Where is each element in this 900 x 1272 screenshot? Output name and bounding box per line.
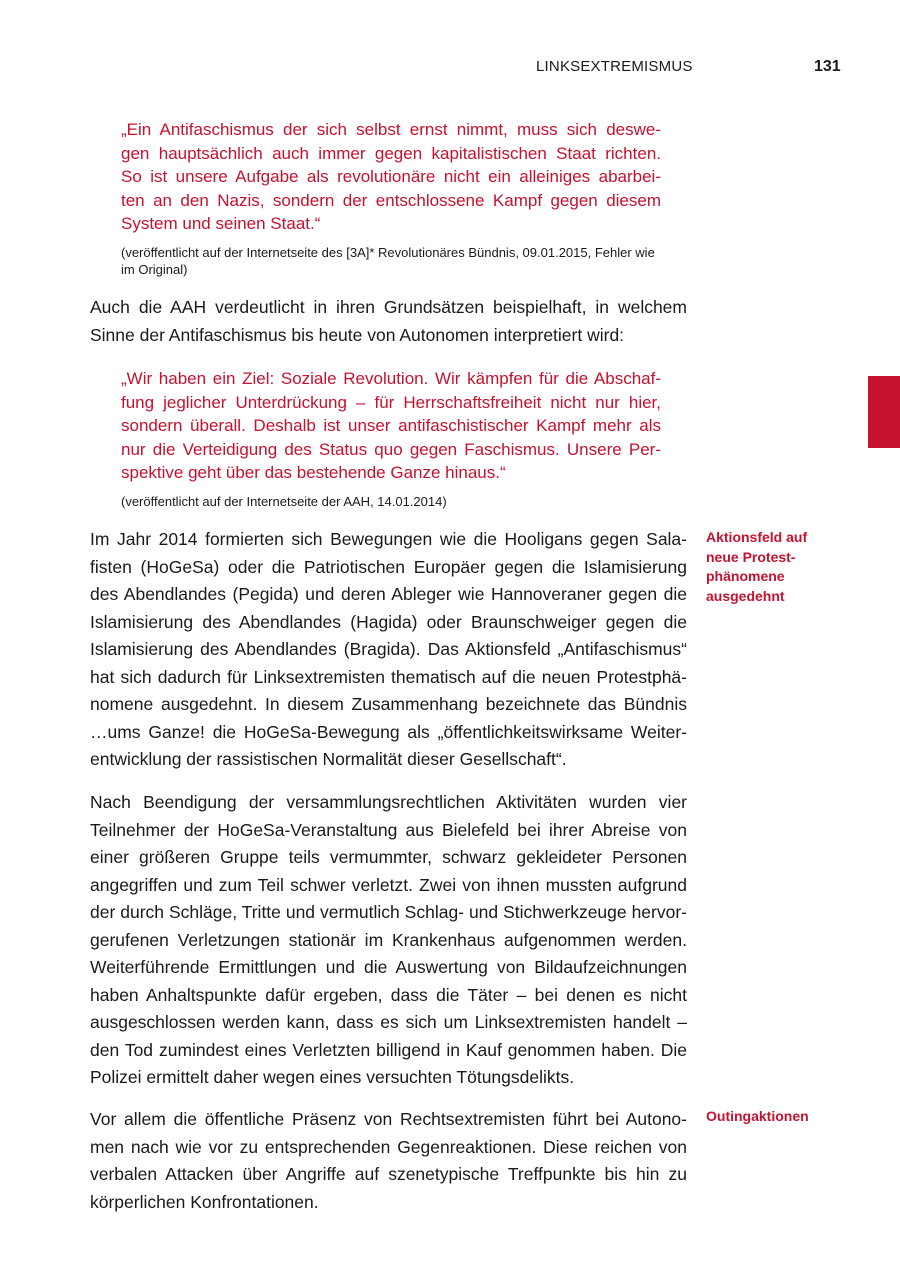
quote-source-1 (121, 244, 681, 278)
paragraph-line: einer größeren Gruppe teils vermummter, schwarz gekleideter Personen (90, 847, 687, 867)
paragraph-aah-intro (90, 294, 687, 349)
margin-note-line: ausgedehnt (706, 587, 785, 604)
source-line: im Original) (121, 262, 188, 277)
margin-note-aktionsfeld (706, 528, 826, 606)
paragraph-line: ausgeschlossen werden kann, dass es sich um Linksextremisten handelt – (90, 1012, 687, 1032)
paragraph-line: Islamisierung des Abendlandes (Bragida). Das Aktionsfeld „Antifaschismus“ (90, 639, 687, 659)
quote-line: gen hauptsächlich auch immer gegen kapitalistischen Staat richten. (121, 143, 661, 163)
quote-line: ten an den Nazis, sondern der entschlossene Kampf gegen diesem (121, 190, 661, 210)
quote-line: fung jeglicher Unterdrückung – für Herrschaftsfreiheit nicht nur hier, (121, 392, 661, 412)
quote-line: „Wir haben ein Ziel: Soziale Revolution. Wir kämpfen für die Abschaf- (121, 369, 661, 388)
paragraph-line: gerufenen Verletzungen stationär im Krankenhaus aufgenommen werden. (90, 929, 687, 950)
quote-line: spektive geht über das bestehende Ganze hinaus.“ (121, 463, 506, 482)
paragraph-line: haben Anhaltspunkte dafür ergeben, dass die Täter – bei denen es nicht (90, 984, 687, 1005)
paragraph-line: Vor allem die öffentliche Präsenz von Rechtsextremisten führt bei Autono- (90, 1109, 687, 1129)
paragraph-line: den Tod zumindest eines Verletzten billigend in Kauf genommen haben. Die (90, 1039, 687, 1060)
paragraph-outing (90, 1106, 687, 1216)
quote-block-2 (121, 367, 661, 485)
paragraph-line: hat sich dadurch für Linksextremisten thematisch auf die neuen Protestphä- (90, 666, 687, 687)
paragraph-line: verbalen Attacken über Angriffe auf szenetypische Treffpunkte bis hin zu (90, 1164, 687, 1184)
paragraph-bielefeld (90, 789, 687, 1092)
margin-note-line: neue Protest- (706, 548, 796, 565)
paragraph-line: men nach wie vor zu entsprechenden Gegenreaktionen. Diese reichen von (90, 1136, 687, 1157)
paragraph-line: …ums Ganze! die HoGeSa-Bewegung als „öffentlichkeitswirksame Weiter- (90, 721, 687, 742)
paragraph-line: körperlichen Konfrontationen. (90, 1191, 319, 1212)
paragraph-line: des Abendlandes (Pegida) und deren Ableger wie Hannoveraner gegen die (90, 584, 687, 604)
page-number: 131 (814, 58, 841, 75)
paragraph-line: nomene ausgedehnt. In diesem Zusammenhang bezeichnete das Bündnis (90, 694, 687, 714)
quote-line: „Ein Antifaschismus der sich selbst ernst nimmt, muss sich deswe- (121, 120, 661, 139)
paragraph-line: Auch die AAH verdeutlicht in ihren Grundsätzen beispielhaft, in welchem (90, 297, 687, 317)
paragraph-line: Islamisierung des Abendlandes (Hagida) oder Braunschweiger gegen die (90, 611, 687, 632)
quote-line: System und seinen Staat.“ (121, 214, 321, 233)
margin-note-outingaktionen (706, 1107, 826, 1127)
quote-line: sondern überall. Deshalb ist unser antifaschistischer Kampf mehr als (121, 416, 661, 435)
paragraph-line: Nach Beendigung der versammlungsrechtlichen Aktivitäten wurden vier (90, 792, 687, 812)
quote-source-2 (121, 493, 681, 510)
margin-note-line: Outingaktionen (706, 1108, 809, 1124)
paragraph-line: Weiterführende Ermittlungen und die Auswertung von Bildaufzeichnungen (90, 957, 687, 977)
source-line: (veröffentlicht auf der Internetseite der AAH, 14.01.2014) (121, 494, 447, 509)
quote-line: nur die Verteidigung des Status quo gegen Faschismus. Unsere Per- (121, 439, 661, 459)
chapter-tab-marker (868, 376, 900, 448)
source-line: (veröffentlicht auf der Internetseite des [3A]* Revolutionäres Bündnis, 09.01.2015, Fehler wie (121, 245, 655, 260)
paragraph-pegida (90, 526, 687, 774)
paragraph-line: Im Jahr 2014 formierten sich Bewegungen wie die Hooligans gegen Sala- (90, 529, 687, 549)
paragraph-line: angegriffen und zum Teil schwer verletzt. Zwei von ihnen mussten aufgrund (90, 874, 687, 895)
quote-line: So ist unsere Aufgabe als revolutionäre nicht ein alleiniges abarbei- (121, 167, 661, 186)
margin-note-line: phänomene (706, 568, 785, 584)
quote-block-1 (121, 118, 661, 236)
running-header: LINKSEXTREMISMUS (536, 58, 693, 75)
paragraph-line: Sinne der Antifaschismus bis heute von Autonomen interpretiert wird: (90, 324, 625, 345)
paragraph-line: fisten (HoGeSa) oder die Patriotischen Europäer gegen die Islamisierung (90, 556, 687, 577)
paragraph-line: der durch Schläge, Tritte und vermutlich Schlag- und Stichwerkzeuge hervor- (90, 902, 687, 922)
paragraph-line: entwicklung der rassistischen Normalität dieser Gesellschaft“. (90, 749, 567, 769)
margin-note-line: Aktionsfeld auf (706, 529, 808, 545)
paragraph-line: Polizei ermittelt daher wegen eines versuchten Tötungsdelikts. (90, 1067, 575, 1087)
paragraph-line: Teilnehmer der HoGeSa-Veranstaltung aus Bielefeld bei ihrer Abreise von (90, 819, 687, 840)
